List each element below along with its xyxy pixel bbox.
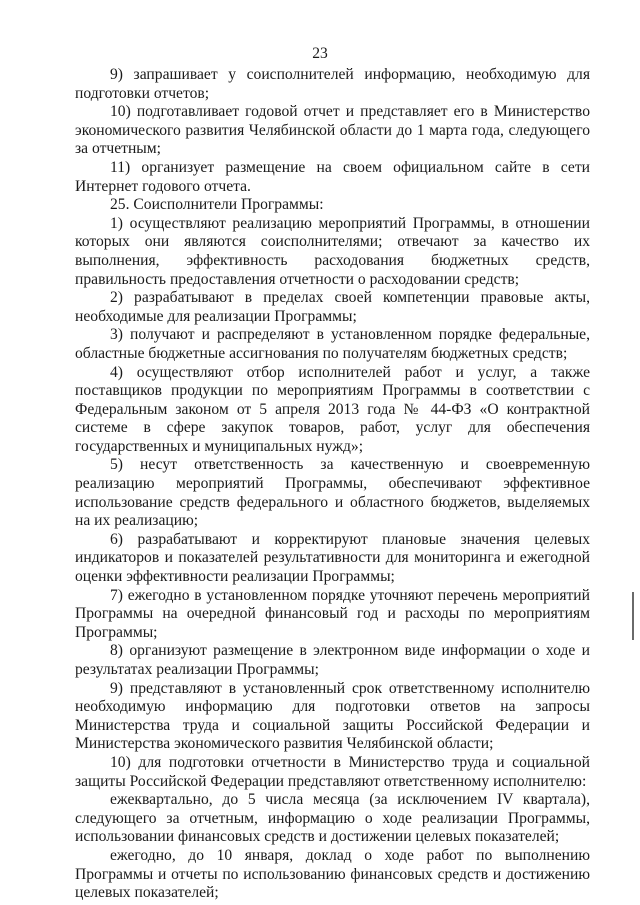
paragraph: 9) представляют в установленный срок ответственному исполнителю необходимую информацию для подготовки ответов на запросы Министерства труда и социальной защиты Российской Федерации и Министерства экономического развития Челябинской области; [75,679,590,753]
paragraph: 7) ежегодно в установленном порядке уточняют перечень мероприятий Программы на очередной финансовый год и расходы по мероприятиям Программы; [75,586,590,641]
paragraph: 10) подготавливает годовой отчет и представляет его в Министерство экономического развития Челябинской области до 1 марта года, следующего за отчетным; [75,103,590,158]
page-number: 23 [312,45,328,62]
paragraph: ежеквартально, до 5 числа месяца (за исключением IV квартала), следующего за отчетным, информацию о ходе реализации Программы, использовании финансовых средств и достижении целевых показателей; [75,791,590,846]
paragraph: ежегодно, до 10 января, доклад о ходе работ по выполнению Программы и отчеты по использованию финансовых средств и достижению целевых показателей; [75,846,590,902]
paragraph: 5) несут ответственность за качественную и своевременную реализацию мероприятий Программы, обеспечивают эффективное использование средств федерального и областного бюджетов, выделяемых на их реализацию; [75,456,590,530]
paragraph: 11) организует размещение на своем официальном сайте в сети Интернет годового отчета. [75,158,590,195]
paragraph: 2) разрабатывают в пределах своей компетенции правовые акты, необходимые для реализации Программы; [75,289,590,325]
paragraph: 3) получают и распределяют в установленном порядке федеральные, областные бюджетные ассигнования по получателям бюджетных средств; [75,326,590,362]
paragraph: 1) осуществляют реализацию мероприятий Программы, в отношении которых они являются соисполнителями; отвечают за качество их выполнения, эффективность расходования бюджетных средств, правильность предоставления отчетности о расходовании средств; [75,214,590,288]
paragraph: 10) для подготовки отчетности в Министерство труда и социальной защиты Российской Федерации представляют ответственному исполнителю: [75,753,590,790]
section-heading: 25. Соисполнители Программы: [110,196,324,214]
paragraph: 4) осуществляют отбор исполнителей работ и услуг, а также поставщиков продукции по мероприятиям Программы в соответствии с Федеральным законом от 5 апреля 2013 года № 44-ФЗ «О контрактной системе в сфере закупок товаров, работ, услуг для обеспечения государственных и муниципальных нужд»; [75,363,590,455]
document-body [75,66,590,903]
paragraph: 8) организуют размещение в электронном виде информации о ходе и результатах реализации Программы; [75,642,590,678]
scan-edge-mark [632,592,634,640]
paragraph: 9) запрашивает у соисполнителей информацию, необходимую для подготовки отчетов; [75,66,590,102]
paragraph: 6) разрабатывают и корректируют плановые значения целевых индикаторов и показателей результативности для мониторинга и ежегодной оценки эффективности реализации Программы; [75,530,590,586]
